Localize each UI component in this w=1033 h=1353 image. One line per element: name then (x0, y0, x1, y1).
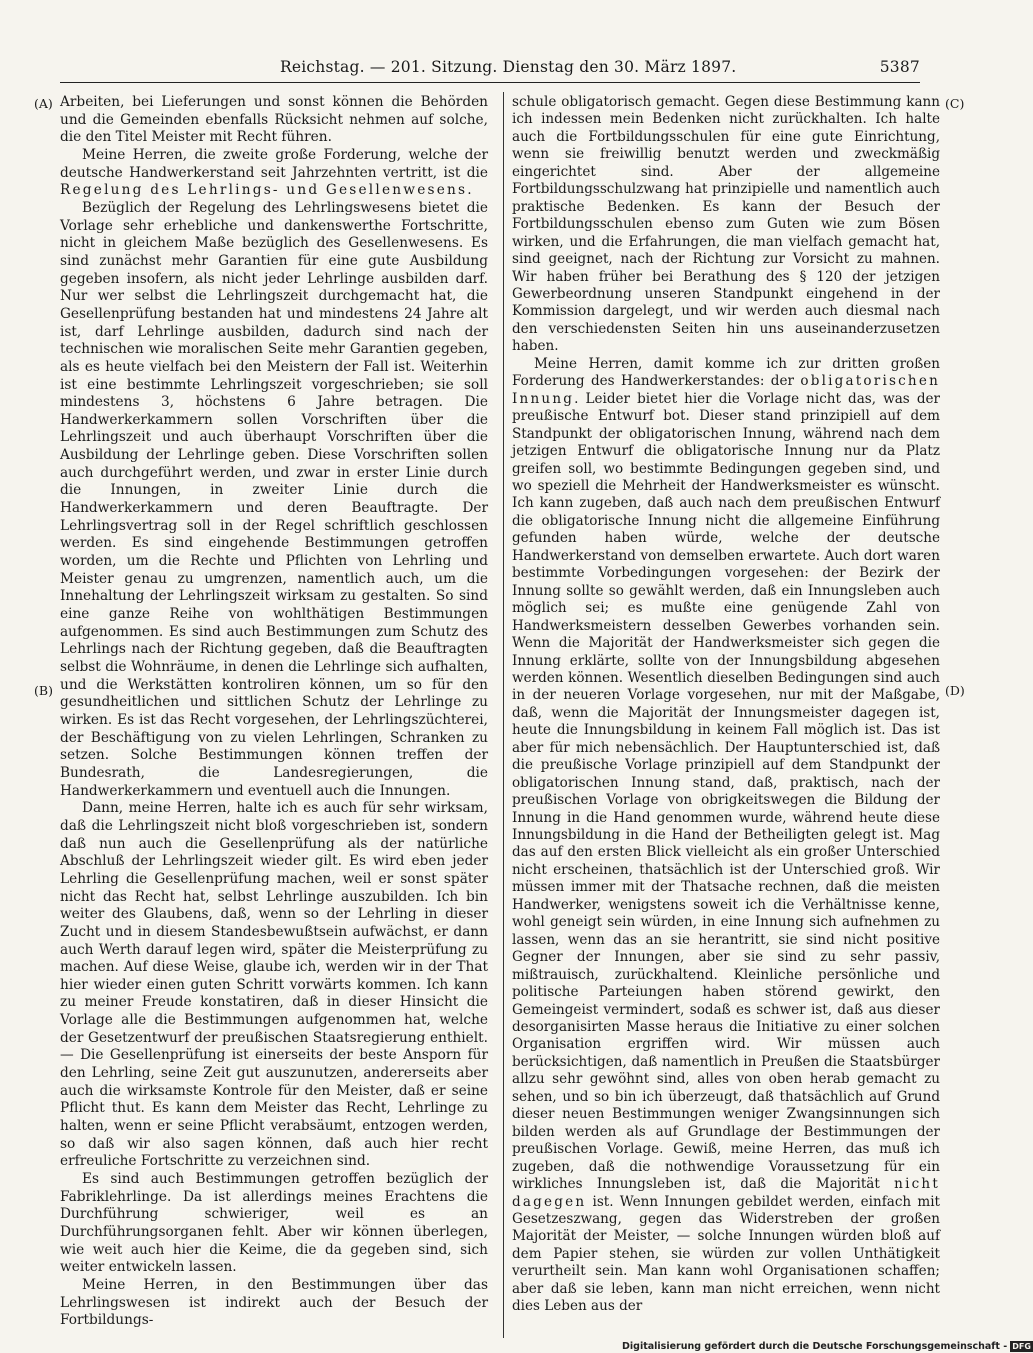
margin-marker-d: (D) (945, 683, 965, 698)
margin-marker-b: (B) (34, 683, 53, 698)
paragraph: Arbeiten, bei Lieferungen und sonst können die Behörden und die Gemeinden ebenfalls Rücksicht nehmen auf solche, die den Titel Meister mit Recht führen. (60, 94, 488, 146)
margin-marker-a: (A) (34, 96, 53, 111)
header-rule (60, 82, 920, 83)
emphasis: Regelung des Lehrlings- und Gesellenwesens (60, 182, 468, 199)
paragraph: schule obligatorisch gemacht. Gegen diese Bestimmung kann ich indessen mein Bedenken nicht zurückhalten. Ich halte auch die Fortbildungsschulen für eine gute Einrichtung, wenn sie freiwillig benutzt werden und zweckmäßig eingerichtet sind. Aber der allgemeine Fortbildungsschulzwang hat prinzipielle und namentlich auch praktische Bedenken. Es kann der Besuch der Fortbildungsschulen ebenso zum Guten wie zum Bösen wirken, und die Erfahrungen, die man vielfach gemacht hat, sind geeignet, nach der Richtung zur Vorsicht zu mahnen. Wir haben früher bei Berathung des § 120 der jetzigen Gewerbeordnung unseren Standpunkt eingehend in der Kommission dargelegt, und wir werden auch diesmal nach den verschiedensten Seiten hin uns auseinanderzusetzen haben. (512, 94, 940, 355)
emphasis: obligatorischen Innung (512, 373, 940, 407)
margin-marker-c: (C) (945, 96, 965, 111)
page-header (60, 58, 920, 80)
running-title: Reichstag. — 201. Sitzung. Dienstag den 30. März 1897. (280, 58, 737, 76)
digitization-credit: Digitalisierung gefördert durch die Deutsche Forschungsgemeinschaft - DFG (622, 1341, 1031, 1352)
paragraph: Bezüglich der Regelung des Lehrlingswesens bietet die Vorlage sehr erhebliche und dankenswerthe Fortschritte, nicht in gleichem Maße bezüglich des Gesellenwesens. Es sind zunächst mehr Garantien für eine gute Ausbildung gegeben insofern, als nicht jeder Lehrlinge ausbilden darf. Nur wer selbst die Lehrlingszeit durchgemacht hat, die Gesellenprüfung bestanden hat und mindestens 24 Jahre alt ist, darf Lehrlinge ausbilden, dadurch sind nach der technischen wie moralischen Seite mehr Garantien gegeben, als es heute vielfach bei den Meistern der Fall ist. Weiterhin ist eine bestimmte Lehrlingszeit vorgeschrieben; sie soll mindestens 3, höchstens 6 Jahre betragen. Die Handwerkerkammern sollen Vorschriften über die Lehrlingszeit und auch überhaupt Vorschriften über die Ausbildung der Lehrlinge geben. Diese Vorschriften sollen auch durchgeführt werden, und zwar in erster Linie durch die Innungen, in zweiter Linie durch die Handwerkerkammern und deren Beauftragte. Der Lehrlingsvertrag soll in der Regel schriftlich geschlossen werden. Es sind eingehende Bestimmungen getroffen worden, um die Rechte und Pflichten von Lehrling und Meister genau zu umgrenzen, namentlich auch, um die Innehaltung der Lehrlingszeit wirksam zu gestalten. So sind eine ganze Reihe von wohlthätigen Bestimmungen aufgenommen. Es sind auch Bestimmungen zum Schutz des Lehrlings nach der Richtung gegeben, daß die Beauftragten selbst die Wohnräume, in denen die Lehrlinge sich aufhalten, und die Werkstätten kontroliren können, um so für den gesundheitlichen und sittlichen Schutz der Lehrlinge zu wirken. Es ist das Recht vorgesehen, der Lehrlingszüchterei, der Beschäftigung von zu vielen Lehrlingen, Schranken zu setzen. Solche Bestimmungen können treffen der Bundesrath, die Landesregierungen, die Handwerkerkammern und eventuell auch die Innungen. (60, 199, 488, 799)
paragraph: Meine Herren, damit komme ich zur dritten großen Forderung des Handwerkerstandes: der obligatorischen Innung. Leider bietet hier die Vorlage nicht das, was der preußische Entwurf bot. Dieser stand prinzipiell auf dem Standpunkt der obligatorischen Innung, während nach dem jetzigen Entwurf die obligatorische Innung nur da Platz greifen soll, wo bestimmte Bedingungen gegeben sind, und wo speziell die Mehrheit der Handwerksmeister es wünscht. Ich kann zugeben, daß auch nach dem preußischen Entwurf die obligatorische Innung nicht die allgemeine Einführung gefunden haben würde, welche der deutsche Handwerkerstand von demselben erwartete. Auch dort waren bestimmte Vorbedingungen vorgesehen: der Bezirk der Innung sollte so gewählt werden, daß ein Innungsleben auch möglich sei; es mußte eine genügende Zahl von Handwerksmeistern desselben Gewerbes vorhanden sein. Wenn die Majorität der Handwerksmeister sich gegen die Innung erklärte, sollte von der Innungsbildung abgesehen werden können. Wesentlich dieselben Bedingungen sind auch in der neueren Vorlage vorgesehen, nur mit der Maßgabe, daß, wenn die Majorität der Innungsmeister dagegen ist, heute die Innungsbildung in keinem Fall möglich ist. Das ist aber für mich nebensächlich. Der Hauptunterschied ist, daß die preußische Vorlage prinzipiell auf dem Standpunkt der obligatorischen Innung stand, daß, praktisch, nach der preußischen Vorlage von obrigkeitswegen die Bildung der Innung in die Hand genommen wurde, während heute diese Innungsbildung in die Hand der Betheiligten gelegt ist. Mag das auf den ersten Blick vielleicht als ein großer Unterschied nicht erscheinen, thatsächlich ist der Unterschied groß. Wir müssen immer mit der Thatsache rechnen, daß die meisten Handwerker, wenigstens soweit ich die Verhältnisse kenne, wohl geneigt sein würden, in eine Innung sich aufnehmen zu lassen, wenn das an sie herantritt, sie sind nicht positive Gegner der Innungen, aber sie sind zu sehr passiv, mißtrauisch, zurückhaltend. Kleinliche persönliche und politische Parteiungen haben störend gewirkt, den Gemeingeist vermindert, sodaß es schwer ist, daß aus dieser desorganisirten Masse heraus die Initiative zu einer solchen Organisation ergriffen wird. Wir müssen auch berücksichtigen, daß namentlich in Preußen die Staatsbürger allzu sehr gewöhnt sind, alles von oben herab gemacht zu sehen, und so bin ich überzeugt, daß thatsächlich auf Grund dieser neuen Bestimmungen weniger Zwangsinnungen sich bilden werden als auf Grundlage der Bestimmungen der preußischen Vorlage. Gewiß, meine Herren, das muß ich zugeben, daß die nothwendige Voraussetzung für ein wirkliches Innungsleben ist, daß die Majorität nicht dagegen ist. Wenn Innungen gebildet werden, einfach mit Gesetzeszwang, gegen das Widerstreben der großen Majorität der Meister, — solche Innungen würden bloß auf dem Papier stehen, sie würden zur vollen Unthätigkeit verurtheilt sein. Man kann wohl Organisationen schaffen; aber daß sie leben, kann man nicht erreichen, wenn nicht dies Leben aus der (512, 355, 940, 1315)
dfg-logo: DFG (1012, 1342, 1031, 1351)
paragraph: Es sind auch Bestimmungen getroffen bezüglich der Fabriklehrlinge. Da ist allerdings meines Erachtens die Durchführung schwieriger, weil es an Durchführungsorganen fehlt. Aber wir können überlegen, wie weit auch hier die Keime, die da gegeben sind, sich weiter entwickeln lassen. (60, 1171, 488, 1276)
paragraph: Meine Herren, in den Bestimmungen über das Lehrlingswesen ist indirekt auch der Besuch der Fortbildungs- (60, 1276, 488, 1329)
right-column (512, 94, 940, 1316)
page-number: 5387 (879, 58, 920, 76)
column-divider (503, 92, 504, 1338)
paragraph: Dann, meine Herren, halte ich es auch für sehr wirksam, daß die Lehrlingszeit nicht bloß vorgeschrieben ist, sondern daß nun auch die Gesellenprüfung als der natürliche Abschluß der Lehrlingszeit wieder gilt. Es wird eben jeder Lehrling die Gesellenprüfung machen, weil er sonst später nicht das Recht hat, selbst Lehrlinge auszubilden. Ich bin weiter des Glaubens, daß, wenn so der Lehrling in dieser Zucht und in diesem Standesbewußtsein aufwächst, er dann auch Werth darauf legen wird, später die Meisterprüfung zu machen. Auf diese Weise, glaube ich, werden wir in der That hier wieder einen guten Schritt vorwärts kommen. Ich kann zu meiner Freude konstatiren, daß in dieser Hinsicht die Vorlage alle die Bestimmungen aufgenommen hat, welche der Gesetzentwurf der preußischen Staatsregierung enthielt. — Die Gesellenprüfung ist einerseits der beste Ansporn für den Lehrling, seine Zeit gut auszunutzen, andererseits aber auch die wirksamste Kontrole für den Meister, daß er seine Pflicht thut. Es kann dem Meister das Recht, Lehrlinge zu halten, wenn er seine Pflicht verabsäumt, entzogen werden, so daß wir also sagen können, daß auch hier recht erfreuliche Fortschritte zu verzeichnen sind. (60, 800, 488, 1170)
paragraph: Meine Herren, die zweite große Forderung, welche der deutsche Handwerkerstand seit Jahrzehnten vertritt, ist die Regelung des Lehrlings- und Gesellenwesens. (60, 146, 488, 199)
emphasis: nicht dagegen (512, 1176, 940, 1210)
left-column (60, 94, 488, 1330)
